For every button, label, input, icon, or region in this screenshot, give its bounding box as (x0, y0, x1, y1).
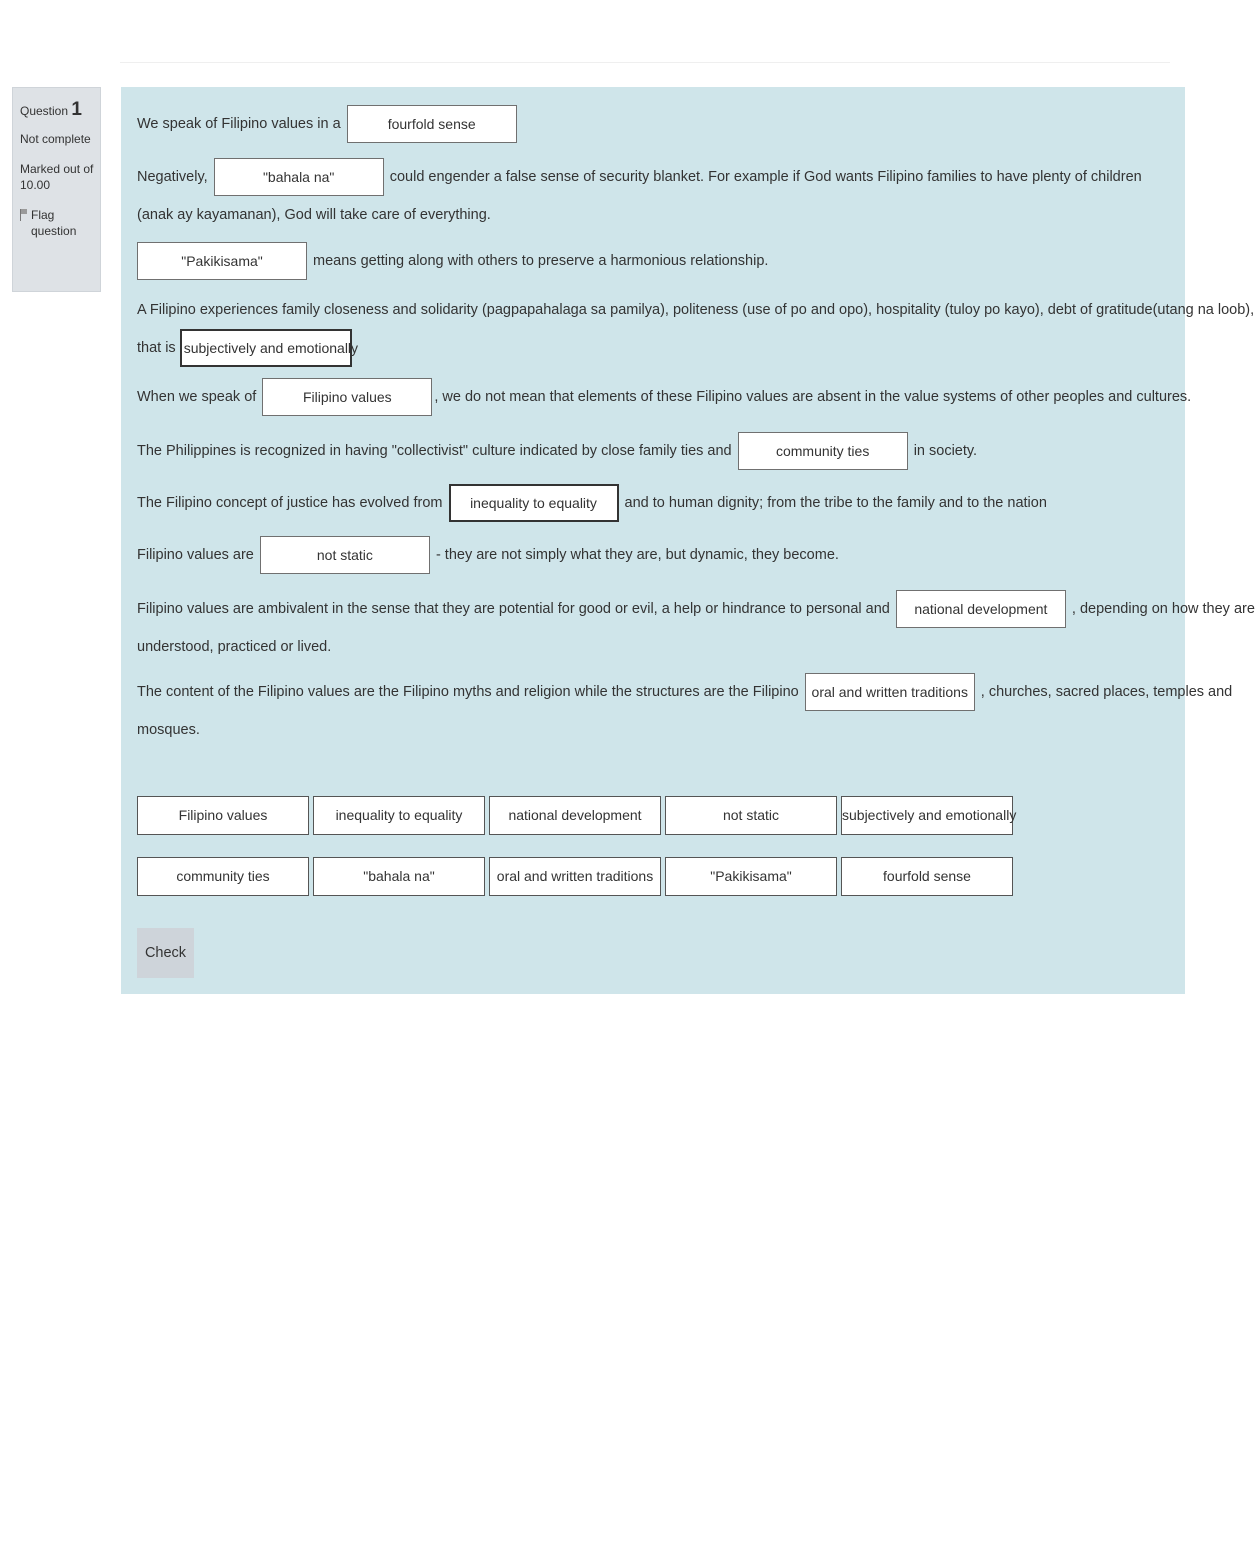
drop-zone-4[interactable]: subjectively and emotionally (180, 329, 352, 367)
sentence-text: The Filipino concept of justice has evolved from (137, 495, 443, 511)
sentence-4 (137, 291, 1254, 367)
sentence-text: , churches, sacred places, temples and (980, 684, 1233, 700)
sentence-text: , we do not mean that elements of these Filipino values are absent in the value systems of other peoples and cultures. (434, 389, 1192, 405)
drop-zone-10[interactable]: oral and written traditions (805, 673, 975, 711)
sentence-text: A Filipino experiences family closeness and solidarity (pagpapahalaga sa pamilya), politeness (use of po and opo), hospitality (tuloy po kayo), debt of gratitude(utang na loob), (137, 302, 1255, 318)
sentence-2 (137, 158, 1142, 234)
sentence-text: The Philippines is recognized in having "collectivist" culture indicated by close family ties and (137, 443, 732, 459)
sentence-1 (137, 105, 519, 143)
choice-chip[interactable]: Filipino values (137, 796, 309, 835)
drop-zone-2[interactable]: "bahala na" (214, 158, 384, 196)
choice-chip[interactable]: oral and written traditions (489, 857, 661, 896)
choice-row-1 (137, 796, 1017, 835)
choice-chip[interactable]: fourfold sense (841, 857, 1013, 896)
drop-zone-1[interactable]: fourfold sense (347, 105, 517, 143)
choice-chip[interactable]: not static (665, 796, 837, 835)
sentence-text: means getting along with others to preserve a harmonious relationship. (313, 253, 769, 269)
top-divider (120, 62, 1170, 63)
flag-question-label: Flag question (31, 208, 77, 238)
flag-question-link[interactable] (20, 207, 94, 239)
drop-zone-5[interactable]: Filipino values (262, 378, 432, 416)
choice-chip[interactable]: community ties (137, 857, 309, 896)
drop-zone-8[interactable]: not static (260, 536, 430, 574)
sentence-7 (137, 484, 1047, 522)
question-number: Question 1 (20, 99, 82, 120)
choice-chip[interactable]: "bahala na" (313, 857, 485, 896)
sentence-text: could engender a false sense of security blanket. For example if God wants Filipino families to have plenty of children (389, 169, 1142, 185)
question-info-panel (12, 87, 101, 292)
sentence-text: , depending on how they are (1071, 601, 1255, 617)
sentence-text: We speak of Filipino values in a (137, 116, 341, 132)
sentence-text: Filipino values are ambivalent in the sense that they are potential for good or evil, a help or hindrance to personal and (137, 601, 890, 617)
drop-zone-3[interactable]: "Pakikisama" (137, 242, 307, 280)
sentence-text: mosques. (137, 722, 200, 738)
sentence-3 (137, 242, 768, 280)
sentence-text: in society. (913, 443, 978, 459)
sentence-text: When we speak of (137, 389, 257, 405)
sentence-text: Negatively, (137, 169, 208, 185)
drop-zone-9[interactable]: national development (896, 590, 1066, 628)
question-content (121, 87, 1255, 994)
choice-chip[interactable]: subjectively and emotionally (841, 796, 1013, 835)
sentence-9 (137, 590, 1255, 666)
sentence-text: The content of the Filipino values are the Filipino myths and religion while the structures are the Filipino (137, 684, 799, 700)
drop-zone-7[interactable]: inequality to equality (449, 484, 619, 522)
choice-chip[interactable]: "Pakikisama" (665, 857, 837, 896)
sentence-text: - they are not simply what they are, but dynamic, they become. (435, 547, 839, 563)
sentence-8 (137, 536, 839, 574)
sentence-5 (137, 378, 1191, 416)
sentence-text: and to human dignity; from the tribe to the family and to the nation (624, 495, 1047, 511)
choice-chip[interactable]: inequality to equality (313, 796, 485, 835)
sentence-text: that is (137, 340, 176, 356)
check-button[interactable]: Check (137, 928, 194, 978)
sentence-10 (137, 673, 1232, 749)
choice-row-2 (137, 857, 1017, 896)
drag-choices (137, 796, 1017, 918)
choice-chip[interactable]: national development (489, 796, 661, 835)
sentence-text: Filipino values are (137, 547, 254, 563)
flag-icon (20, 209, 28, 221)
sentence-text: (anak ay kayamanan), God will take care of everything. (137, 207, 491, 223)
drop-zone-6[interactable]: community ties (738, 432, 908, 470)
sentence-text: understood, practiced or lived. (137, 639, 332, 655)
question-grade: Marked out of 10.00 (20, 162, 94, 192)
sentence-6 (137, 432, 977, 470)
question-state: Not complete (20, 132, 91, 146)
